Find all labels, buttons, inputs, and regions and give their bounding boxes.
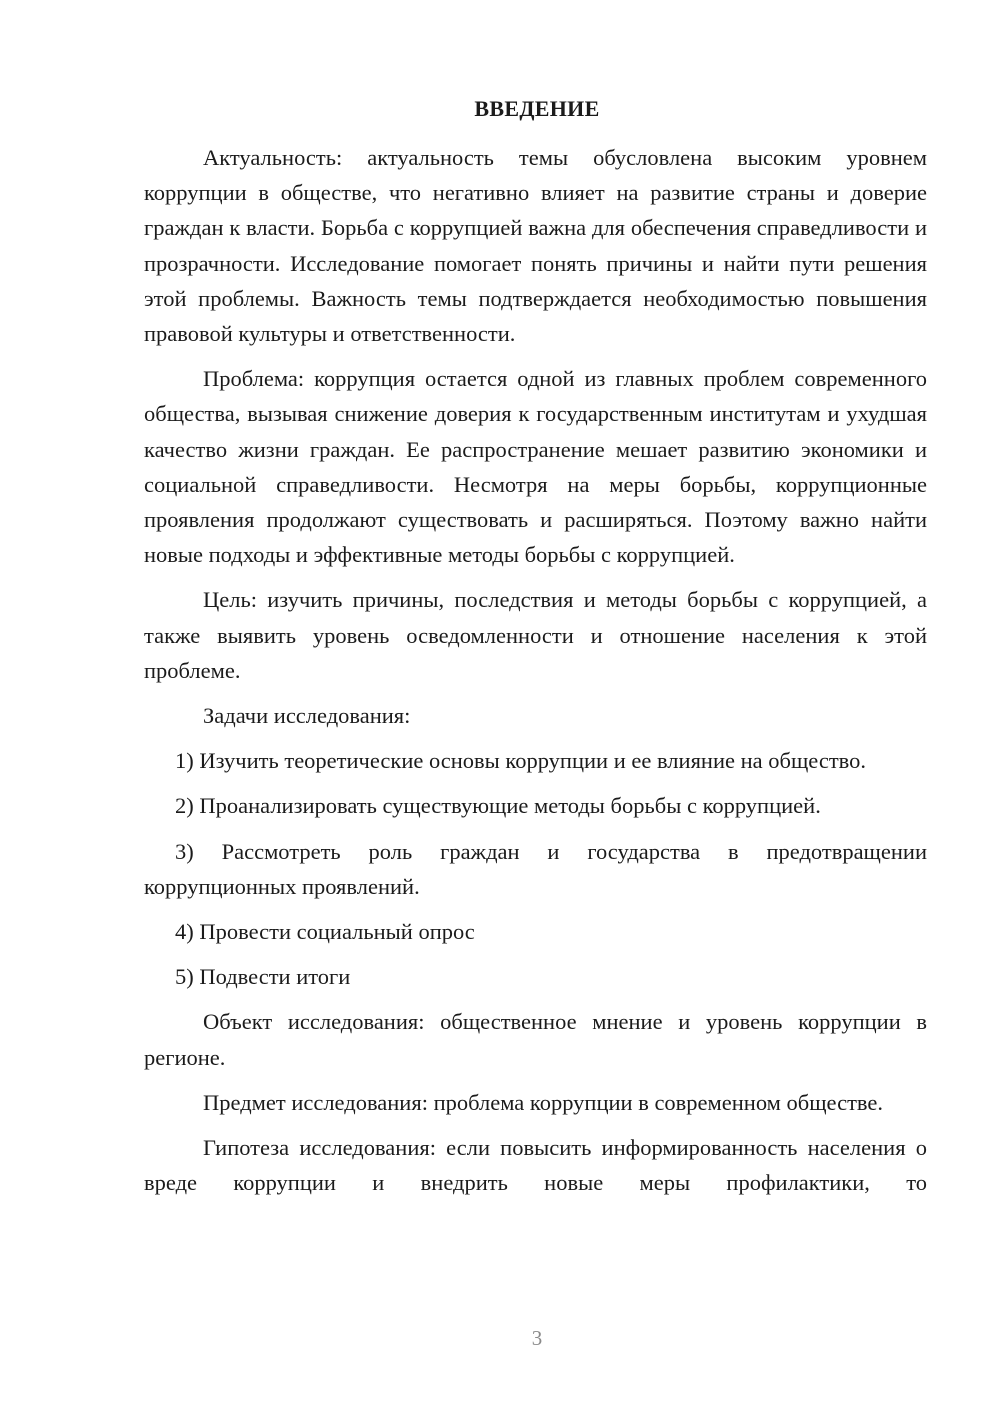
task-item-1: 1) Изучить теоретические основы коррупции и ее влияние на общество. (175, 748, 866, 774)
task-item-5: 5) Подвести итоги (175, 964, 351, 990)
paragraph-problem: Проблема: коррупция остается одной из главных проблем современного общества, вызывая снижение доверия к государственным институтам и ухудшая качество жизни граждан. Ее распространение мешает развитию экономики и социальной справедливости. Несмотря на меры борьбы, коррупционные проявления продолжают существовать и расширяться. Поэтому важно найти новые подходы и эффективные методы борьбы с коррупцией. (144, 366, 927, 568)
document-body (144, 140, 927, 1200)
page-title: ВВЕДЕНИЕ (474, 96, 600, 121)
page-number: 3 (531, 1326, 543, 1350)
task-item-4: 4) Провести социальный опрос (175, 919, 475, 945)
paragraph-relevance: Актуальность: актуальность темы обусловлена высоким уровнем коррупции в обществе, что негативно влияет на развитие страны и доверие граждан к власти. Борьба с коррупцией важна для обеспечения справедливости и прозрачности. Исследование помогает понять причины и найти пути решения этой проблемы. Важность темы подтверждается необходимостью повышения правовой культуры и ответственности. (144, 145, 927, 347)
paragraph-tasks-heading: Задачи исследования: (203, 703, 411, 729)
task-item-2: 2) Проанализировать существующие методы борьбы с коррупцией. (175, 793, 821, 819)
task-item-3: 3) Рассмотреть роль граждан и государства в предотвращении коррупционных проявлений. (144, 838, 927, 899)
paragraph-subject: Предмет исследования: проблема коррупции в современном обществе. (203, 1089, 884, 1115)
paragraph-goal: Цель: изучить причины, последствия и методы борьбы с коррупцией, а также выявить уровень осведомленности и отношение населения к этой проблеме. (144, 587, 927, 683)
paragraph-object: Объект исследования: общественное мнение и уровень коррупции в регионе. (144, 1009, 927, 1070)
paragraph-hypothesis: Гипотеза исследования: если повысить информированность населения о вреде коррупции и внедрить новые меры профилактики, то (144, 1135, 927, 1196)
